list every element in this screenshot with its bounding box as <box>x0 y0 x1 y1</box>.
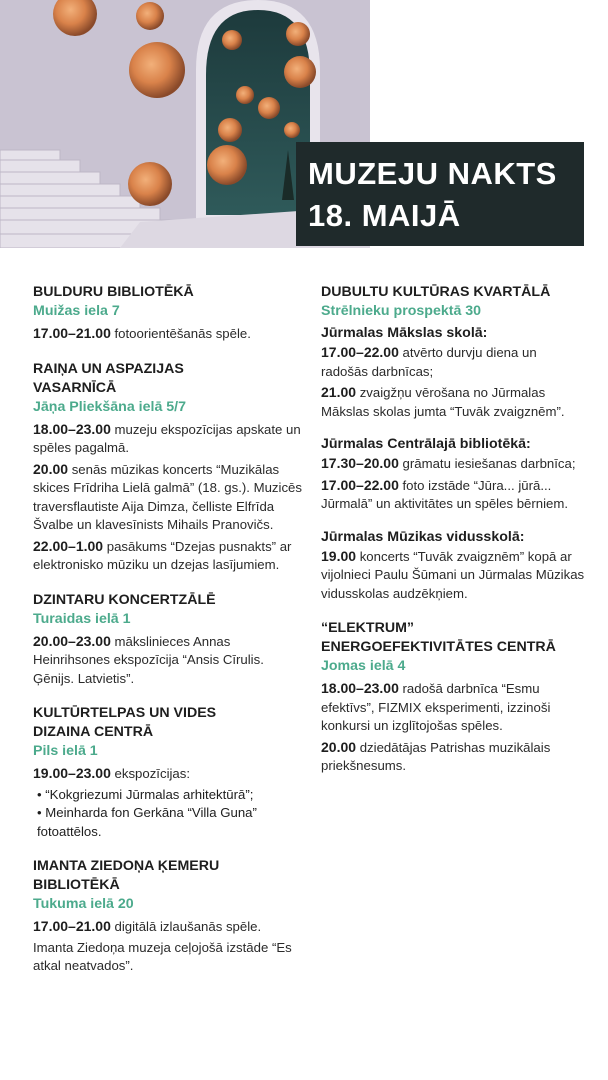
entry-time: 18.00–23.00 <box>321 680 399 696</box>
venue-section <box>33 360 303 575</box>
program-entry <box>321 343 585 381</box>
venue-name: IMANTA ZIEDOŅA ĶEMERU <box>33 858 220 874</box>
entry-text: radošā darbnīca “Esmu efektīvs”, FIZMIX eksperimenti, izzinoši konkursi un izglītojošas spēles. <box>321 681 551 733</box>
venue-address: Turaidas ielā 1 <box>33 610 131 627</box>
hero-image <box>0 0 608 248</box>
entry-text: foto izstāde “Jūra... jūrā... Jūrmalā” un aktivitātes un spēles bērniem. <box>321 477 569 511</box>
venue-name: BIBLIOTĒKĀ <box>33 877 120 893</box>
program-entry <box>321 547 585 604</box>
sub-venue-name: Jūrmalas Mūzikas vidusskolā: <box>321 528 525 545</box>
venue-name: KULTŪRTELPAS UN VIDES <box>33 705 217 721</box>
entry-text: dziedātājas Patrishas muzikālais priekšnesums. <box>321 739 551 773</box>
venue-name: RAIŅA UN ASPAZIJAS <box>33 360 184 377</box>
venue-address: Jāņa Pliekšāna ielā 5/7 <box>33 398 187 415</box>
program-entry <box>33 939 303 976</box>
entry-time: 17.00–22.00 <box>321 344 399 360</box>
venue-name: DZINTARU KONCERTZĀLĒ <box>33 591 216 608</box>
program-entry <box>321 476 585 514</box>
venue-section <box>33 704 303 841</box>
venue-name: ENERGOEFEKTIVITĀTES CENTRĀ <box>321 639 556 655</box>
entry-time: 17.00–21.00 <box>33 325 111 341</box>
sub-venue <box>321 528 585 604</box>
entry-text: zvaigžņu vērošana no Jūrmalas Mākslas skolas jumta “Tuvāk zvaigznēm”. <box>321 385 565 419</box>
title-box <box>296 142 584 246</box>
entry-time: 21.00 <box>321 384 357 400</box>
venue-address: Jomas ielā 4 <box>321 658 406 674</box>
venue-section <box>33 857 303 976</box>
program-entry <box>33 324 303 344</box>
entry-time: 17.00–22.00 <box>321 476 399 493</box>
sub-venue-name: Jūrmalas Centrālajā bibliotēkā: <box>321 436 531 452</box>
entry-text: ekspozīcijas: <box>110 766 191 781</box>
entry-text: atvērto durvju diena un radošās darbnīcas; <box>321 345 537 379</box>
program-entry <box>321 679 585 736</box>
venue-address: Tukuma ielā 20 <box>33 896 134 912</box>
venue-section <box>33 283 303 344</box>
entry-text: koncerts “Tuvāk zvaigznēm” kopā ar vijolnieci Paulu Šūmani un Jūrmalas Mūzikas vidusskolas audzēkņiem. <box>321 548 585 601</box>
program-entry <box>33 632 303 689</box>
entry-time: 20.00–23.00 <box>33 632 111 649</box>
program-entry <box>321 383 585 421</box>
venue-name: VASARNĪCĀ <box>33 379 117 396</box>
entry-text: fotoorientēšanās spēle. <box>110 326 251 341</box>
entry-text: muzeju ekspozīcijas apskate un spēles pagalmā. <box>33 421 301 455</box>
sub-venue <box>321 324 585 421</box>
entry-time: 17.30–20.00 <box>321 455 399 471</box>
entry-time: 20.00 <box>33 460 69 477</box>
event-title: MUZEJU NAKTS <box>308 156 557 191</box>
right-column <box>321 283 585 792</box>
program-entry <box>321 454 585 474</box>
program-entry <box>33 460 303 535</box>
program-entry <box>33 764 303 784</box>
venue-address: Strēlnieku prospektā 30 <box>321 303 482 319</box>
bullet-item: • “Kokgriezumi Jūrmalas arhitektūrā”; <box>37 786 254 802</box>
venue-name: DUBULTU KULTŪRAS KVARTĀLĀ <box>321 284 551 300</box>
program-entry <box>33 420 303 458</box>
venue-name: “ELEKTRUM” <box>321 620 415 636</box>
venue-section <box>321 619 585 776</box>
bullet-item: • Meinharda fon Gerkāna “Villa Guna” fotoattēlos. <box>37 805 257 839</box>
venue-address: Muižas iela 7 <box>33 303 120 319</box>
left-column <box>33 283 303 992</box>
entry-time: 22.00–1.00 <box>33 537 104 554</box>
venue-name: DIZAINA CENTRĀ <box>33 724 154 740</box>
venue-name: BULDURU BIBLIOTĒKĀ <box>33 284 194 300</box>
entry-time: 18.00–23.00 <box>33 420 111 437</box>
entry-time: 20.00 <box>321 738 357 755</box>
entry-text: pasākums “Dzejas pusnakts” ar elektronisko mūziku un dzejas lasījumiem. <box>33 538 292 572</box>
program-entry <box>33 917 303 937</box>
entry-time: 19.00 <box>321 547 357 564</box>
entry-time: 19.00–23.00 <box>33 765 111 781</box>
entry-time: 17.00–21.00 <box>33 918 111 934</box>
venue-section <box>33 591 303 689</box>
program-entry <box>33 537 303 575</box>
entry-text: senās mūzikas koncerts “Muzikālas skices Frīdriha Lielā galmā” (18. gs.). Muzicēs traversflautiste Aija Dimza, čelliste Elfrīda Švalbe un klavesīnists Mihails Pranovičs. <box>33 461 302 532</box>
entry-text: mākslinieces Annas Heinrihsones ekspozīcija “Ansis Cīrulis. Ģēnijs. Latvietis”. <box>33 633 264 686</box>
venue-address: Pils ielā 1 <box>33 743 98 759</box>
entry-text: digitālā izlaušanās spēle. <box>110 919 262 934</box>
program-entry <box>321 738 585 776</box>
sub-venue <box>321 435 585 514</box>
entry-text: grāmatu iesiešanas darbnīca; <box>398 456 576 471</box>
entry-text: Imanta Ziedoņa muzeja ceļojošā izstāde “Es atkal neatvados”. <box>33 939 292 973</box>
venue-section <box>321 283 585 603</box>
event-date: 18. MAIJĀ <box>308 198 461 233</box>
sub-venue-name: Jūrmalas Mākslas skolā: <box>321 325 488 341</box>
